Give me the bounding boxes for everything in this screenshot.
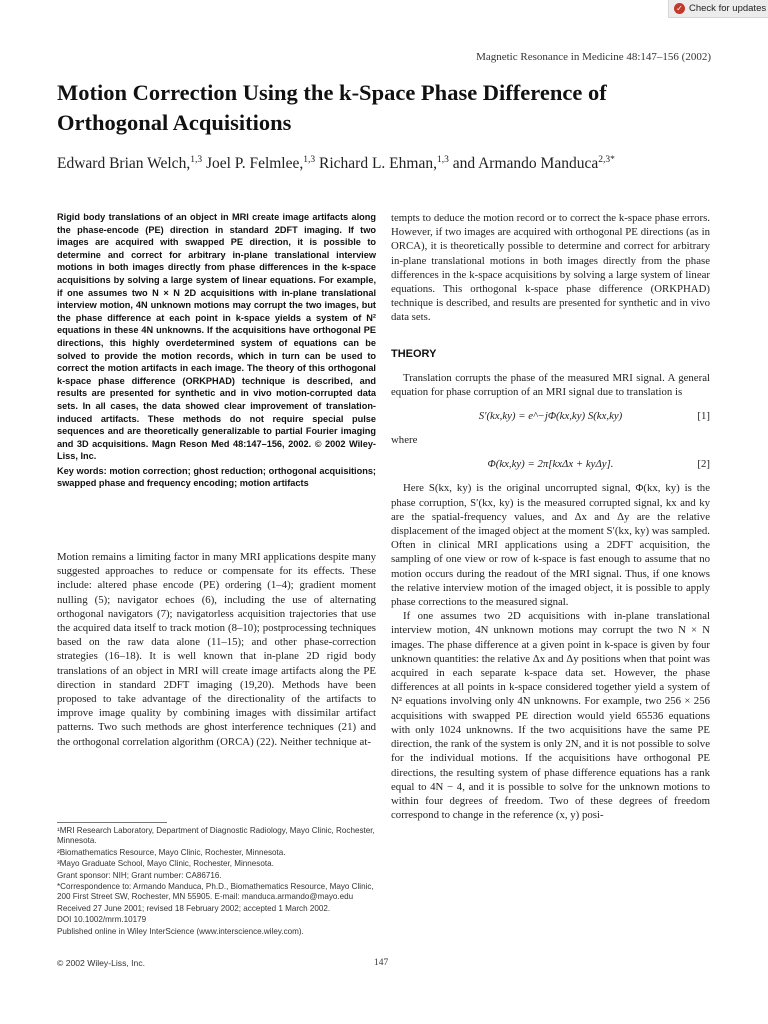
check-for-updates-button[interactable] [668,0,768,18]
author-name: Edward Brian Welch, [57,155,191,173]
equation-2 [391,453,710,475]
body-paragraph: tempts to deduce the motion record or to correct the k-space phase errors. However, if two images are acquired with orthogonal PE directions (as in ORCA), it is theoretically possible to determine and correct for arbitrary in-plane translational motions in both images directly from the phase differences in the k-space acquisitions by solving a large system of linear equations. This orthogonal k-space phase difference (ORKPHAD) technique is described, and results are presented for synthetic and in vivo data sets. [391,212,710,324]
right-column [391,211,710,822]
body-paragraph: If one assumes two 2D acquisitions with in-plane translational interview motion, 4N unknown motions may corrupt the two N × N images. The phase difference at a given point in k-space is given by four unknown quantities: the relative Δx and Δy positions when that point was acquired in each separate k-space data set. However, the phase differences at all points in k-space considered together yield a system of N² equations involving only 4N unknowns. For example, two 256 × 256 acquisitions with swapped PE direction would yield 65536 equations with only 1024 unknowns. If the two acquisitions have the same PE direction, the rank of the system is only 2N, and it is not possible to solve for the individual motions. If the acquisitions have orthogonal PE directions, the resulting system of phase difference equations has a rank equal to 4N − 4, and it is possible to solve for the unknown motions to within four degrees of freedom. Two of these degrees of freedom correspond to change in the reference (x, y) posi- [391,610,710,822]
footnote: Published online in Wiley InterScience (www.interscience.wiley.com). [57,926,304,936]
author-name: and Armando Manduca [452,155,599,173]
footnote: Received 27 June 2001; revised 18 February 2002; accepted 1 March 2002. [57,903,331,913]
author-name: Joel P. Felmlee, [205,155,304,173]
body-paragraph: Translation corrupts the phase of the measured MRI signal. A general equation for phase corruption of an MRI signal due to translation is [391,371,710,399]
footnote: *Correspondence to: Armando Manduca, Ph.D., Biomathematics Resource, Mayo Clinic, 200 First Street SW, Rochester, MN 55905. E-mail: manduca.armando@mayo.edu [57,882,374,902]
equation-body: Φ(kx,ky) = 2π[kxΔx + kyΔy]. [487,458,614,471]
introduction-text: Motion remains a limiting factor in many MRI applications despite many suggested approaches to reduce or compensate for its effects. These include: altered phase encode (PE) ordering (1–4); gradient moment nulling (5); navigator echoes (6), including the use of alternating orthogonal navigators (7); navigatorless acquisition trajectories that use the acquired data itself to track motion (8–10); postprocessing techniques based on the raw data alone (11–15); and other phase-correction strategies (16–18). It is well known that in-plane 2D rigid body translations of an object in MRI will create image artifacts along the PE direction in standard 2DFT imaging (19,20). Methods have been proposed to take advantage of the directionality of the artifacts to improve image quality by combining images with dissimilar artifact patterns. Two such methods are ghost interference techniques (21) and the orthogonal correlation algorithm (ORCA) (22). Neither technique at- [57,551,376,748]
author-affiliation: 1,3 [190,155,203,165]
author-affiliation: 1,3 [303,155,316,165]
equation-body: S′(kx,ky) = e^−jΦ(kx,ky) S(kx,ky) [478,410,623,423]
abstract [57,211,376,490]
article-title: Motion Correction Using the k-Space Phase Difference of Orthogonal Acquisitions [57,80,607,135]
equation-1 [391,405,710,427]
footnote: ²Biomathematics Resource, Mayo Clinic, Rochester, Minnesota. [57,847,286,857]
body-paragraph: Here S(kx, ky) is the original uncorrupted signal, Φ(kx, ky) is the phase corruption, S′(kx, ky) is the measured corrupted signal, kx and ky are the spatial-frequency values, and Δx and Δy are the relative displacement of the imaged object at the moment S′(kx, ky) was sampled. Often in clinical MRI applications using a 2DFT acquisition, the sampling of one view or row of k-space is fast enough to assume that no motion occurs during the readout of the MRI signal. Thus, if one knows the relative interview motion of the imaged object, it is possible to apply phase corrections to the measured signal. [391,482,710,609]
equation-number: [2] [697,458,710,471]
equation-number: [1] [697,410,710,423]
journal-citation: Magnetic Resonance in Medicine 48:147–156 (2002) [476,51,711,63]
section-heading: THEORY [391,347,437,360]
footnote-divider [57,822,167,823]
keywords: Key words: motion correction; ghost reduction; orthogonal acquisitions; swapped phase and frequency encoding; motion artifacts [57,465,376,489]
check-updates-icon: ✓ [674,3,685,14]
page-number: 147 [374,958,389,968]
footnote: ¹MRI Research Laboratory, Department of Diagnostic Radiology, Mayo Clinic, Rochester, Minnesota. [57,826,375,846]
author-affiliation: 2,3* [598,155,615,165]
footnote: DOI 10.1002/mrm.10179 [57,915,147,925]
footnotes [57,826,376,938]
body-paragraph: where [391,434,418,447]
abstract-text: Rigid body translations of an object in MRI create image artifacts along the phase-encode (PE) direction in standard 2DFT imaging. If two images are acquired with swapped PE direction, it is possible to determine and correct for arbitrary in-plane translational interview motions in both images directly from phase differences in the k-space acquisitions by solving a large system of linear equations. For example, if one assumes two N × N 2D acquisitions with in-plane translational interview motion, 4N unknown motions may corrupt the two images, but the phase difference at each point in k-space yields a system of N² equations in these 4N unknowns. If the acquisitions have orthogonal PE directions, this highly overdetermined system of equations can be solved to provide the motion records, which in turn can be used to correct the motion artifacts in each image. The theory of this orthogonal k-space phase difference (ORKPHAD) technique is described, and results are presented for synthetic and in vivo motion-corrupted data sets. In all cases, the data showed clear improvement of translation-induced artifacts. These methods do not require special pulse sequences and are theoretically generalizable to partial Fourier imaging and 3D acquisitions. Magn Reson Med 48:147–156, 2002. © 2002 Wiley-Liss, Inc. [57,212,376,462]
check-for-updates-label: Check for updates [689,3,767,14]
author-name: Richard L. Ehman, [319,155,437,173]
footnote: ³Mayo Graduate School, Mayo Clinic, Rochester, Minnesota. [57,859,274,869]
author-affiliation: 1,3 [436,155,449,165]
copyright: © 2002 Wiley-Liss, Inc. [57,958,146,968]
author-list [57,150,717,174]
footnote: Grant sponsor: NIH; Grant number: CA86716. [57,870,222,880]
